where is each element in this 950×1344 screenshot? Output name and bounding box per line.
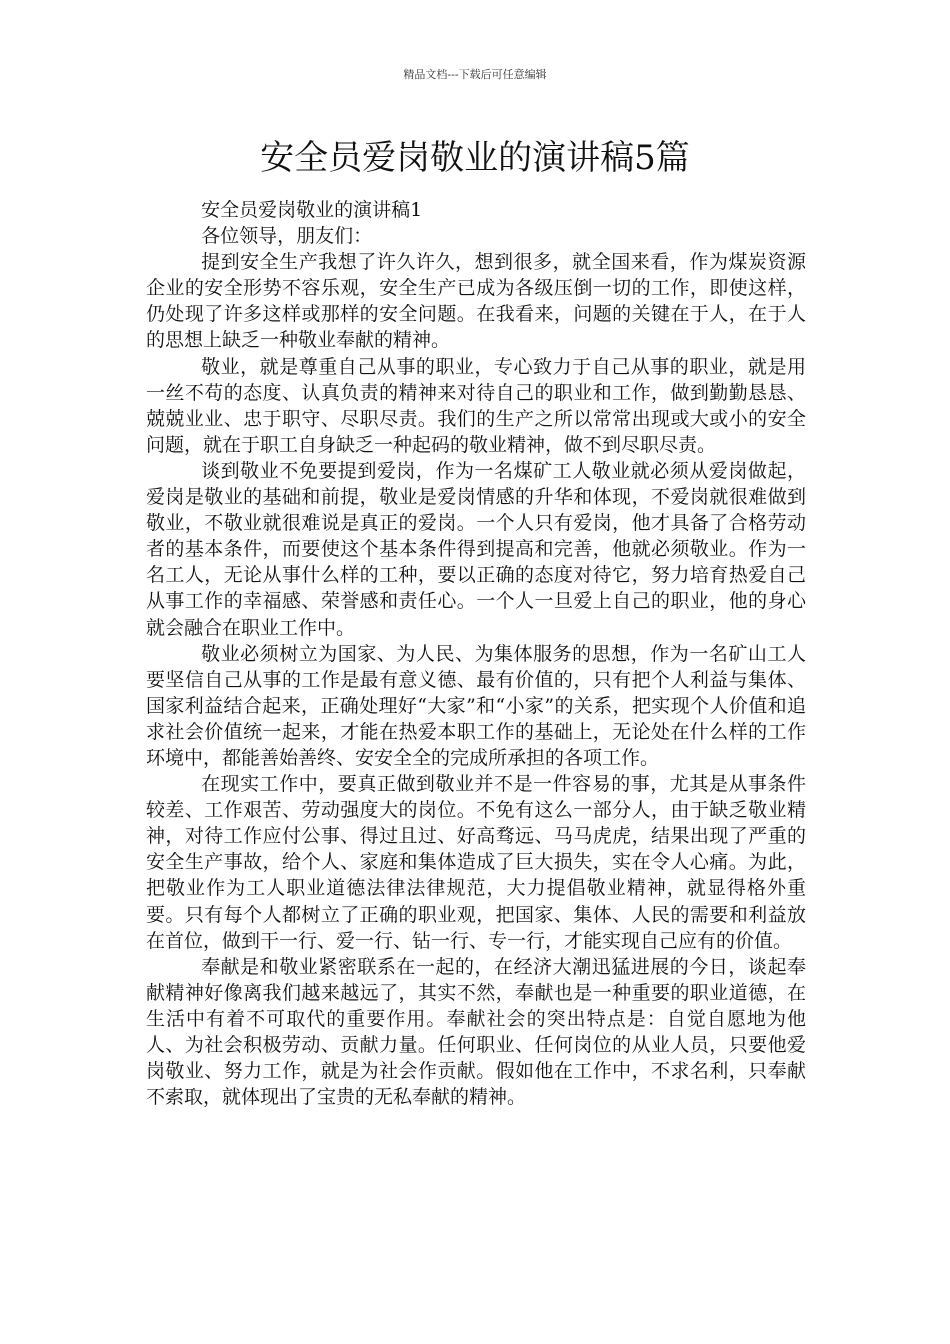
body-paragraph: 奉献是和敬业紧密联系在一起的，在经济大潮迅猛进展的今日，谈起奉献精神好像离我们越来越远了，其实不然，奉献也是一种重要的职业道德，在生活中有着不可取代的重要作用。奉献社会的突出特点是：自觉自愿地为他人、为社会积极劳动、贡献力量。任何职业、任何岗位的从业人员，只要他爱岗敬业、努力工作，就是为社会作贡献。假如他在工作中，不求名利，只奉献不索取，就体现出了宝贵的无私奉献的精神。 [146, 955, 806, 1109]
salutation: 各位领导，朋友们： [201, 225, 373, 248]
header-note: 精品文档---下载后可任意编辑 [403, 68, 547, 81]
document-title: 安全员爱岗敬业的演讲稿5篇 [260, 138, 690, 178]
body-paragraph: 在现实工作中，要真正做到敬业并不是一件容易的事，尤其是从事条件较差、工作艰苦、劳动强度大的岗位。不免有这么一部分人，由于缺乏敬业精神，对待工作应付公事、得过且过、好高骛远、马马虎虎，结果出现了严重的安全生产事故，给个人、家庭和集体造成了巨大损失，实在令人心痛。为此，把敬业作为工人职业道德法律法律规范，大力提倡敬业精神，就显得格外重要。只有每个人都树立了正确的职业观，把国家、集体、人民的需要和利益放在首位，做到干一行、爱一行、钻一行、专一行，才能实现自己应有的价值。 [146, 773, 806, 952]
document-body [146, 197, 806, 1110]
speech-heading: 安全员爱岗敬业的演讲稿1 [201, 199, 423, 221]
body-paragraph: 敬业必须树立为国家、为人民、为集体服务的思想，作为一名矿山工人要坚信自己从事的工作是最有意义德、最有价值的，只有把个人利益与集体、国家利益结合起来，正确处理好“大家”和“小家”的关系，把实现个人价值和追求社会价值统一起来，才能在热爱本职工作的基础上，无论处在什么样的工作环境中，都能善始善终、安安全全的完成所承担的各项工作。 [146, 642, 806, 769]
body-paragraph: 提到安全生产我想了许久许久，想到很多，就全国来看，作为煤炭资源企业的安全形势不容乐观，安全生产已成为各级压倒一切的工作，即使这样，仍处现了许多这样或那样的安全问题。在我看来，问题的关键在于人，在于人的思想上缺乏一种敬业奉献的精神。 [146, 251, 806, 352]
body-paragraph: 谈到敬业不免要提到爱岗，作为一名煤矿工人敬业就必须从爱岗做起，爱岗是敬业的基础和前提，敬业是爱岗情感的升华和体现，不爱岗就很难做到敬业，不敬业就很难说是真正的爱岗。一个人只有爱岗，他才具备了合格劳动者的基本条件，而要使这个基本条件得到提高和完善，他就必须敬业。作为一名工人，无论从事什么样的工种，要以正确的态度对待它，努力培育热爱自己从事工作的幸福感、荣誉感和责任心。一个人一旦爱上自己的职业，他的身心就会融合在职业工作中。 [146, 459, 806, 639]
body-paragraph: 敬业，就是尊重自己从事的职业，专心致力于自己从事的职业，就是用一丝不苟的态度、认真负责的精神来对待自己的职业和工作，做到勤勤恳恳、兢兢业业、忠于职守、尽职尽责。我们的生产之所以常常出现或大或小的安全问题，就在于职工自身缺乏一种起码的敬业精神，做不到尽职尽责。 [146, 355, 806, 456]
